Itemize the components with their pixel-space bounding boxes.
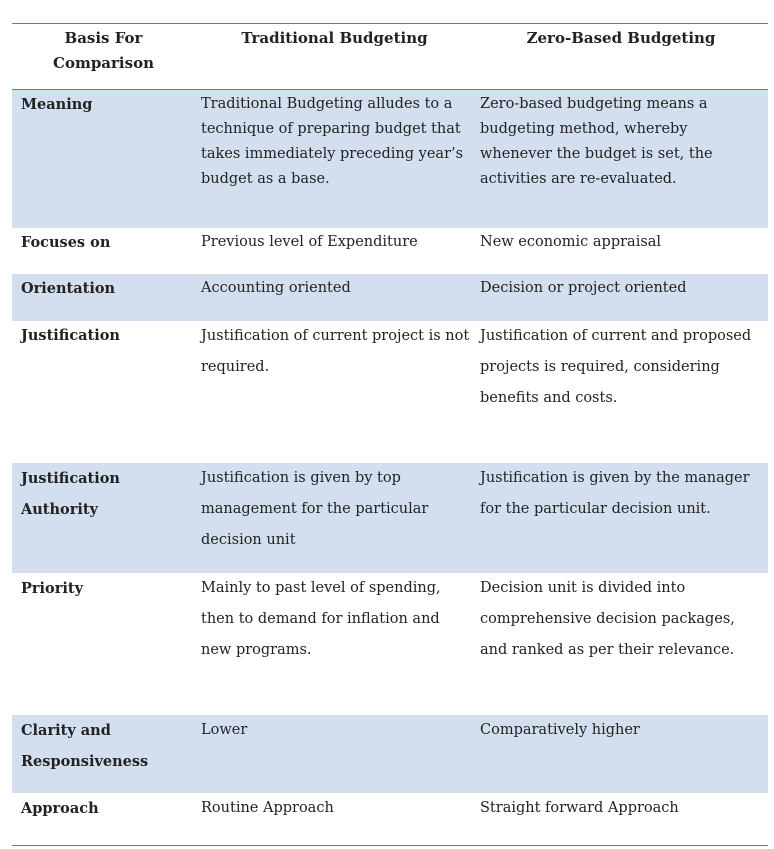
traditional-cell: Mainly to past level of spending, then to demand for inflation and new programs. <box>201 579 441 658</box>
header-row <box>12 24 768 90</box>
basis-cell: Approach <box>21 799 99 817</box>
basis-cell: Justification Authority <box>21 469 120 518</box>
table-row <box>12 228 768 274</box>
basis-cell: Clarity and Responsiveness <box>21 721 149 770</box>
zero-based-cell: Justification is given by the manager for the particular decision unit. <box>480 469 750 517</box>
basis-cell: Priority <box>21 579 83 597</box>
zero-based-cell: New economic appraisal <box>480 233 662 250</box>
traditional-cell: Routine Approach <box>201 799 334 816</box>
table-row <box>12 90 768 228</box>
traditional-cell: Justification of current project is not required. <box>201 327 470 375</box>
basis-cell: Justification <box>21 326 120 344</box>
basis-cell: Orientation <box>21 279 116 297</box>
zero-based-cell: Decision unit is divided into comprehensive decision packages, and ranked as per their relevance. <box>480 579 735 658</box>
traditional-cell: Justification is given by top management for the particular decision unit <box>201 469 429 548</box>
table-row <box>12 321 768 463</box>
header-traditional: Traditional Budgeting <box>241 29 428 47</box>
zero-based-cell: Decision or project oriented <box>480 279 687 296</box>
table-row <box>12 715 768 793</box>
comparison-table <box>12 23 768 846</box>
traditional-cell: Lower <box>201 721 248 738</box>
traditional-cell: Accounting oriented <box>201 279 351 296</box>
zero-based-cell: Straight forward Approach <box>480 799 679 816</box>
table-row <box>12 573 768 715</box>
header-zero-based: Zero-Based Budgeting <box>526 29 716 47</box>
zero-based-cell: Zero-based budgeting means a budgeting method, whereby whenever the budget is set, the activities are re-evaluated. <box>480 96 713 187</box>
table-row <box>12 274 768 321</box>
table-row <box>12 793 768 846</box>
zero-based-cell: Justification of current and proposed projects is required, considering benefits and costs. <box>480 327 752 406</box>
table-row <box>12 463 768 573</box>
traditional-cell: Previous level of Expenditure <box>201 233 418 250</box>
basis-cell: Focuses on <box>21 233 111 251</box>
traditional-cell: Traditional Budgeting alludes to a technique of preparing budget that takes immediately preceding year’s budget as a base. <box>201 96 464 187</box>
header-basis: Basis For Comparison <box>53 29 154 72</box>
basis-cell: Meaning <box>21 96 93 113</box>
zero-based-cell: Comparatively higher <box>480 721 640 738</box>
